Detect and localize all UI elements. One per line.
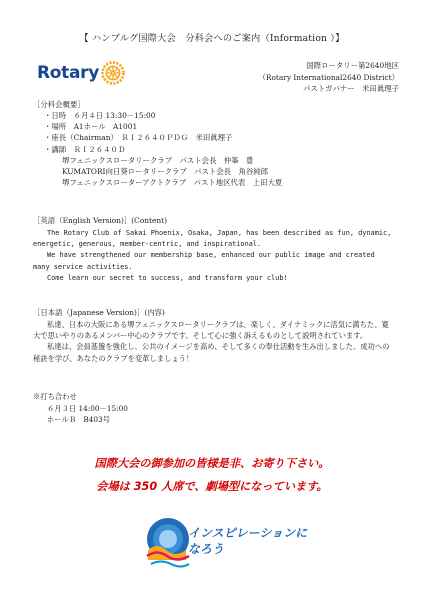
english-paragraph-1: The Rotary Club of Sakai Phoenix, Osaka, Japan, has been described as fun, dynamic, energetic, generous, member-centric, and inspirational.	[33, 229, 392, 249]
english-content	[33, 228, 395, 284]
district-info	[259, 60, 399, 95]
inspiration-text	[188, 525, 307, 557]
closing-message-1: 国際大会の御参加の皆様是非、お寄り下さい。	[94, 457, 330, 470]
japanese-paragraph-1: 私達、日本の大阪にある堺フェニックスロータリークラブは、楽しく、ダイナミックに活気に満ちた、寛大で思いやりのあるメンバー中心のクラブです。そして心に強く訴えるものとして説明されています。	[33, 320, 389, 341]
inspiration-logo	[145, 512, 308, 576]
rotary-wordmark: Rotary	[37, 63, 100, 83]
rotary-wheel-icon	[101, 61, 125, 85]
document-title: 【 ハンブルグ国際大会 分科会へのご案内（Information ）】	[79, 33, 345, 44]
inspiration-wave-icon	[145, 512, 191, 572]
past-governor: パストガバナー 米田眞理子	[303, 84, 399, 93]
speaker-1: 堺フェニックスロータリークラブ パスト会長 仲峯 豊	[62, 155, 254, 165]
speaker-2: KUMATORI向日葵ロータリークラブ パスト会長 角谷純郎	[62, 167, 269, 177]
overview-place: ・場所 A1ホール A1001	[44, 122, 138, 132]
meeting-heading: ※打ち合わせ	[33, 392, 77, 401]
meeting-place: ホールＢ B403号	[47, 415, 110, 424]
overview-heading: ［分科会概要］	[33, 100, 85, 109]
japanese-heading: ［日本語（Japanese Version)］(内容)	[33, 308, 165, 317]
inspiration-line-1: インスピレーションに	[188, 526, 308, 540]
japanese-paragraph-2: 私達は、会員基盤を強化し、公共のイメージを高め、そして多くの奉仕活動を生み出しました。成功への秘訣を学び、あなたのクラブを変革しましょう！	[33, 342, 390, 363]
district-name-english: （Rotary International2640 District）	[258, 72, 399, 82]
meeting-info	[33, 391, 128, 426]
english-paragraph-3: Come learn our secret to success, and transform your club!	[47, 273, 288, 282]
english-paragraph-2: We have strengthened our membership base, enhanced our public image and created many service activities.	[33, 251, 375, 271]
speaker-3: 堺フェニックスローターアクトクラブ パスト地区代表 上田大夏	[62, 178, 283, 188]
inspiration-line-2: なろう	[188, 542, 225, 556]
japanese-content	[33, 319, 395, 364]
overview-date: ・日時 ６月４日 13:30－15:00	[44, 111, 156, 120]
overview-list	[44, 110, 282, 188]
district-name: 国際ロータリー第2640地区	[306, 61, 399, 70]
closing-message-2: 会場は 350 人席で、劇場型になっています。	[96, 480, 328, 493]
meeting-date: ６月３日 14:00－15:00	[47, 403, 128, 413]
overview-chair: ・座長（Chairman） ＲＩ２６４０ＰＤＧ 米田眞理子	[44, 133, 233, 143]
english-heading: ［英語（English Version)］(Content)	[33, 216, 167, 225]
rotary-logo	[37, 61, 125, 85]
overview-speakers-label: ・講師 ＲＩ２６４０Ｄ	[44, 144, 126, 154]
